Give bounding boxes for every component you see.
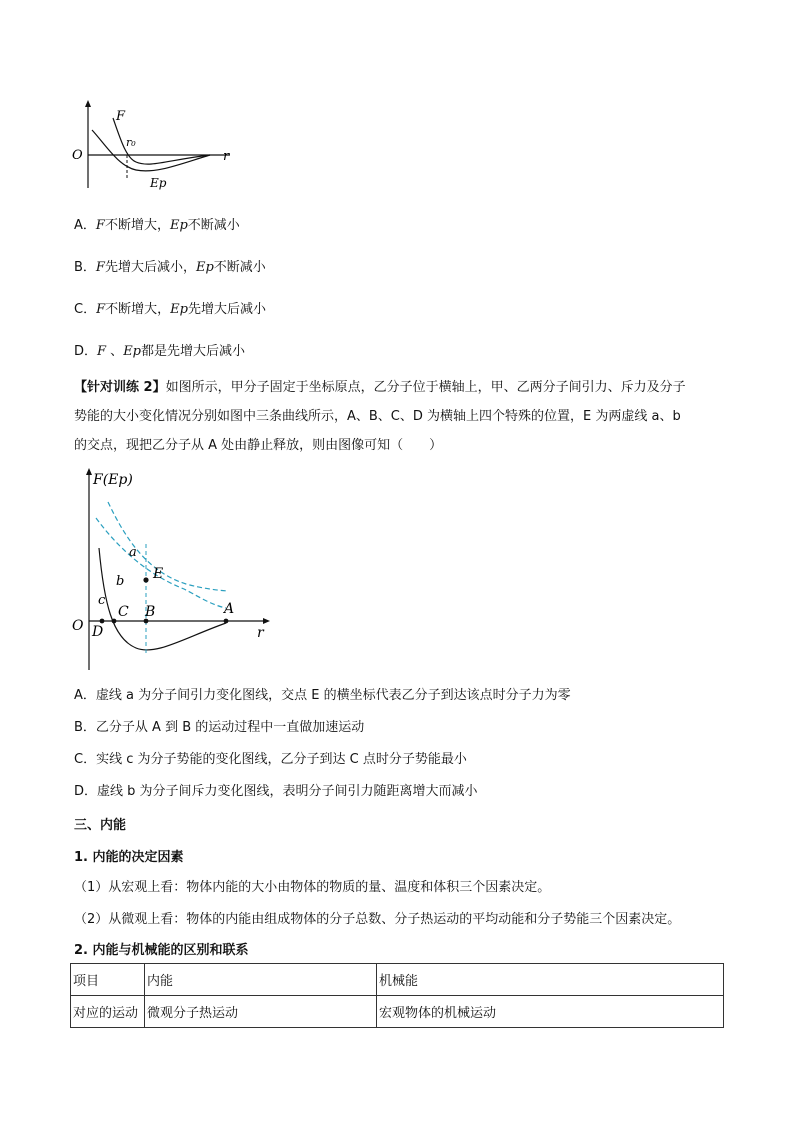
table-header-row [71,964,724,996]
q1-option-b: B．F先增大后减小，Ep不断减小 [74,260,266,275]
label-C: C [118,604,129,620]
table-header-cell: 机械能 [377,964,724,996]
q1-option-d: D．F 、Ep都是先增大后减小 [74,344,246,359]
table-cell: 微观分子热运动 [145,996,377,1028]
label-E: E [153,566,164,582]
label-a: a [129,545,137,560]
dashed-curve-b [96,518,226,608]
q1-option-a: A．F不断增大，Ep不断减小 [74,218,240,233]
label-O: O [72,148,83,163]
point-E [143,577,148,582]
paragraph-macro: （1）从宏观上看：物体内能的大小由物体的物质的量、温度和体积三个因素决定。 [74,880,551,895]
subsection-2-title: 2. 内能与机械能的区别和联系 [74,943,249,958]
q2-option-c: C．实线 c 为分子势能的变化图线，乙分子到达 C 点时分子势能最小 [74,752,467,767]
label-F: F [116,109,126,124]
table-row [71,996,724,1028]
table-cell: 对应的运动 [71,996,145,1028]
section-title: 三、内能 [74,818,127,833]
training2-line1: 【针对训练 2】如图所示，甲分子固定于坐标原点，乙分子位于横轴上，甲、乙两分子间引力、斥力及分子 [74,380,686,395]
training2-tag: 【针对训练 2】 [74,380,166,395]
molecular-force-graph [66,462,276,674]
label-O: O [72,618,84,634]
label-r: r [257,625,264,641]
q1-option-c: C．F不断增大，Ep先增大后减小 [74,302,266,317]
table-header-cell: 内能 [145,964,377,996]
label-Ep: Ep [150,176,167,190]
label-c: c [98,593,106,608]
comparison-table [70,963,724,1028]
force-energy-graph [70,98,240,193]
label-yaxis: F(Ep) [93,472,133,488]
label-b: b [116,574,125,589]
paragraph-micro: （2）从微观上看：物体的内能由组成物体的分子总数、分子热运动的平均动能和分子势能三个因素决定。 [74,912,681,927]
label-r0: r₀ [126,136,136,149]
table-header-cell: 项目 [71,964,145,996]
solid-curve-c [99,548,226,650]
label-A: A [224,601,235,617]
potential-energy-curve [92,130,210,171]
label-D: D [92,624,104,640]
training2-line2: 势能的大小变化情况分别如图中三条曲线所示，A、B、C、D 为横轴上四个特殊的位置，E 为两虚线 a、b [74,409,681,424]
point-A [224,619,229,624]
q2-option-b: B．乙分子从 A 到 B 的运动过程中一直做加速运动 [74,720,365,735]
point-C [112,619,117,624]
table-cell: 宏观物体的机械运动 [377,996,724,1028]
label-r: r [223,149,230,164]
label-B: B [145,604,156,620]
dashed-curve-a [108,502,228,591]
training2-line3: 的交点，现把乙分子从 A 处由静止释放，则由图像可知（ ） [74,438,443,453]
q2-option-a: A．虚线 a 为分子间引力变化图线，交点 E 的横坐标代表乙分子到达该点时分子力为零 [74,688,571,703]
point-D [100,619,105,624]
q2-option-d: D．虚线 b 为分子间斥力变化图线，表明分子间引力随距离增大而减小 [74,784,478,799]
subsection-1-title: 1. 内能的决定因素 [74,850,184,865]
